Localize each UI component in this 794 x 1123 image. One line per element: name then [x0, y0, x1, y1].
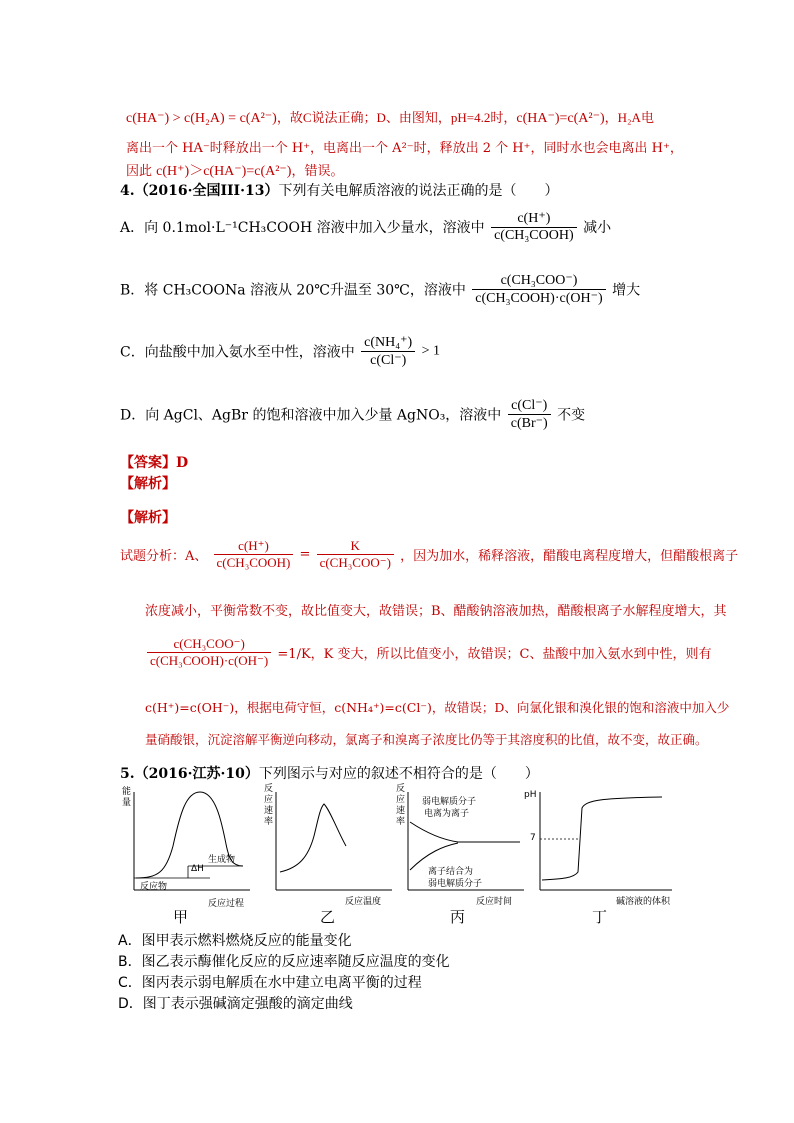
analysis-top-line1: c(HA⁻) > c(H₂A) = c(A²⁻)，故C说法正确；D、由图知，pH=4.2时，c(HA⁻)=c(A²⁻)，H₂A电	[126, 110, 654, 126]
q4-option-c: C．向盐酸中加入氨水至中性，溶液中 $\frac{\text{c(NH₄⁺)}}{c(Cl^-)}$ > 1	[120, 335, 441, 368]
q4-option-a: A．向 0.1mol·L⁻¹CH₃COOH 溶液中加入少量水，溶液中 $\frac{c(H^+)}{\text{c(CH₃COOH)}}$ 减小	[120, 211, 612, 243]
q4-option-d: D．向 AgCl、AgBr 的饱和溶液中加入少量 AgNO₃，溶液中 $\frac{c(Cl^-)}{c(Br^-)}$ 不变	[120, 398, 586, 431]
q4-title: 4.（2016·全国III·13）下列有关电解质溶液的说法正确的是（ ）	[120, 183, 559, 199]
figure-bing: 反 应 速 率 弱电解质分子 电离为离子 离子结合为 弱电解质分子 反应时间 丙	[392, 784, 532, 924]
q5-option-b: B．图乙表示酶催化反应的反应速率随反应温度的变化	[118, 954, 450, 970]
figure-yi: 反 应 速 率 反应温度 乙	[264, 784, 382, 926]
analysis-label-2: 【解析】	[120, 510, 176, 526]
analysis-line2: 浓度减小，平衡常数不变，故比值变大，故错误；B、醋酸钠溶液加热，醋酸根离子水解程度增大，其	[145, 604, 727, 619]
answer-label: 【答案】D	[120, 455, 189, 471]
analysis-label: 【解析】	[120, 476, 176, 492]
analysis-line1: 试题分析：A、 $\frac{c(H^+)}{\text{c(CH₃COOH)}}$ = $\frac{K}{\text{c(CH₃COO⁻)}}$ ，因为加水，稀释溶液，醋酸电离程度增大，但醋酸根离子	[120, 538, 739, 570]
figure-ding: pH 7 碱溶液的体积 丁	[524, 790, 671, 926]
q5-option-c: C．图丙表示弱电解质在水中建立电离平衡的过程	[118, 975, 422, 991]
analysis-line5: 量硝酸银，沉淀溶解平衡逆向移动，氯离子和溴离子浓度比仍等于其溶度积的比值，故不变，故正确。	[145, 732, 708, 747]
q4-option-b: B．将 CH₃COONa 溶液从 20℃升温至 30℃，溶液中 $\frac{\text{c(CH₃COO⁻)}}{\text{c(CH₃COOH)·c(OH⁻)}}$ 增大	[120, 273, 641, 306]
q5-option-a: A．图甲表示燃料燃烧反应的能量变化	[118, 933, 352, 949]
q5-option-d: D．图丁表示强碱滴定强酸的滴定曲线	[118, 996, 353, 1012]
analysis-top-line3: 因此 c(H⁺)＞c(HA⁻)=c(A²⁻)，错误。	[126, 164, 344, 179]
q5-title: 5.（2016·江苏·10）下列图示与对应的叙述不相符合的是（ ）	[120, 766, 539, 782]
analysis-top-line2: 离出一个 HA⁻时释放出一个 H⁺，电离出一个 A²⁻时，释放出 2 个 H⁺，同时水也会电离出 H⁺，	[126, 141, 683, 156]
analysis-line3: $\frac{\text{c(CH₃COO⁻)}}{\text{c(CH₃COOH)·c(OH⁻)}}$ =1/K，K 变大，所以比值变小，故错误；C、盐酸中加入氨水到中性，则有	[145, 636, 711, 669]
figure-jia: 能 量 生成物 ΔH 反应物 反应过程 甲	[122, 787, 245, 926]
analysis-line4: c(H⁺)=c(OH⁻)，根据电荷守恒，c(NH₄⁺)=c(Cl⁻)，故错误；D、向氯化银和溴化银的饱和溶液中加入少	[145, 700, 730, 715]
